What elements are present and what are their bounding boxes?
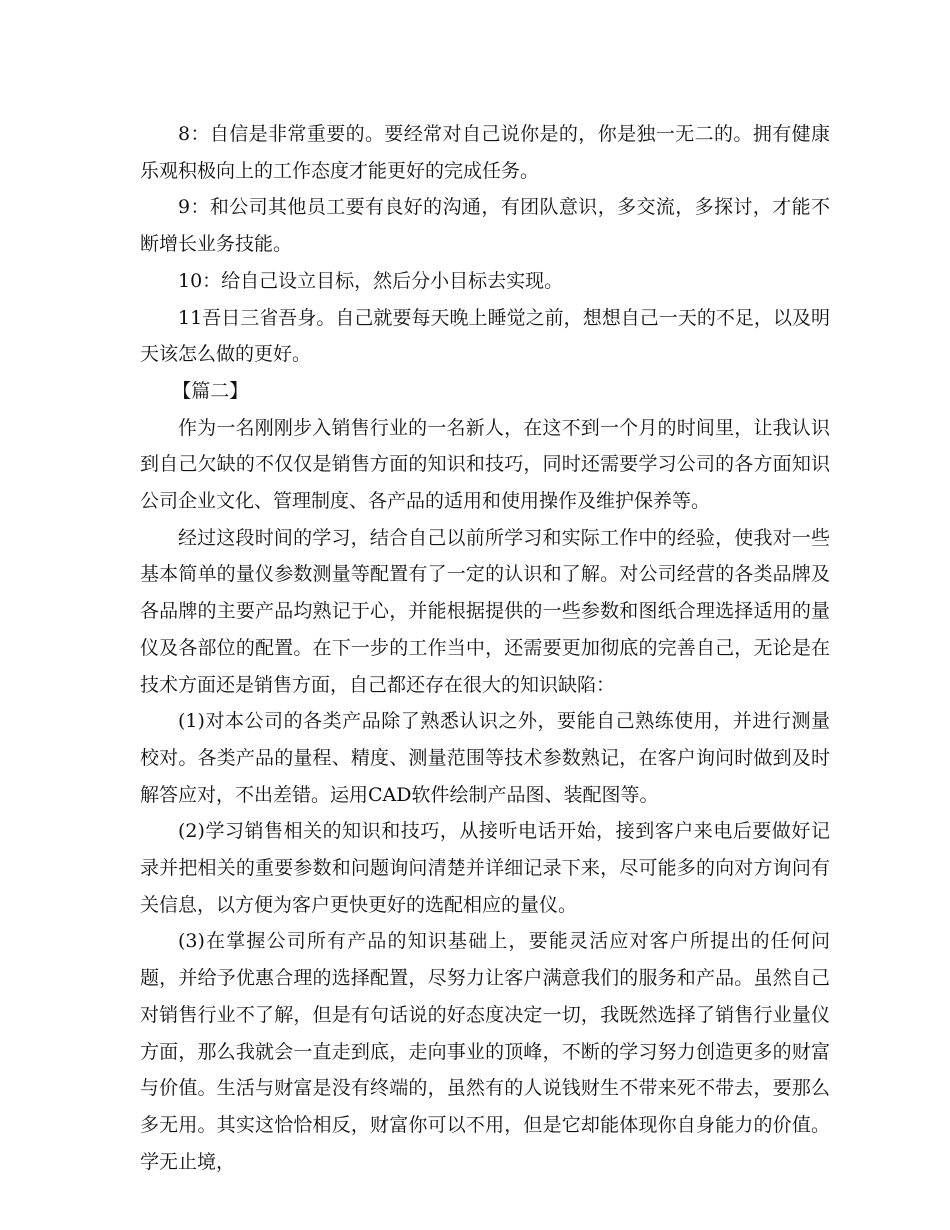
section-heading: 【篇二】 [172,379,249,402]
paragraph-point-2: (2)学习销售相关的知识和技巧，从接听电话开始，接到客户来电后要做好记录并把相关的重要参数和问题询问清楚并详细记录下来，尽可能多的向对方询问有关信息，以方便为客户更快更好的选配相应的量仪。 [140,820,830,916]
paragraph-item-8: 8：自信是非常重要的。要经常对自己说你是的，你是独一无二的。拥有健康乐观积极向上的工作态度才能更好的完成任务。 [140,123,830,182]
paragraph-point-3: (3)在掌握公司所有产品的知识基础上，要能灵活应对客户所提出的任何问题，并给予优惠合理的选择配置，尽努力让客户满意我们的服务和产品。虽然自己对销售行业不了解，但是有句话说的好态度决定一切，我既然选择了销售行业量仪方面，那么我就会一直走到底，走向事业的顶峰，不断的学习努力创造更多的财富与价值。生活与财富是没有终端的，虽然有的人说钱财生不带来死不带去，要那么多无用。其实这恰恰相反，财富你可以不用，但是它却能体现你自身能力的价值。学无止境， [140,930,830,1173]
document-body [140,116,830,1180]
paragraph-item-10: 10：给自己设立目标，然后分小目标去实现。 [178,269,564,292]
paragraph-point-1: (1)对本公司的各类产品除了熟悉认识之外，要能自己熟练使用，并进行测量校对。各类产品的量程、精度、测量范围等技术参数熟记，在客户询问时做到及时解答应对，不出差错。运用CAD软件绘制产品图、装配图等。 [140,710,830,806]
paragraph-item-9: 9：和公司其他员工要有良好的沟通，有团队意识，多交流，多探讨，才能不断增长业务技能。 [140,196,830,256]
paragraph-item-11: 11吾日三省吾身。自己就要每天晚上睡觉之前，想想自己一天的不足，以及明天该怎么做的更好。 [140,306,830,366]
paragraph-experience: 经过这段时间的学习，结合自己以前所学习和实际工作中的经验，使我对一些基本简单的量仪参数测量等配置有了一定的认识和了解。对公司经营的各类品牌及各品牌的主要产品均熟记于心，并能根据提供的一些参数和图纸合理选择适用的量仪及各部位的配置。在下一步的工作当中，还需要更加彻底的完善自己，无论是在技术方面还是销售方面，自己都还存在很大的知识缺陷： [140,526,830,696]
paragraph-intro: 作为一名刚刚步入销售行业的一名新人，在这不到一个月的时间里，让我认识到自己欠缺的不仅仅是销售方面的知识和技巧，同时还需要学习公司的各方面知识公司企业文化、管理制度、各产品的适用和使用操作及维护保养等。 [140,416,830,513]
